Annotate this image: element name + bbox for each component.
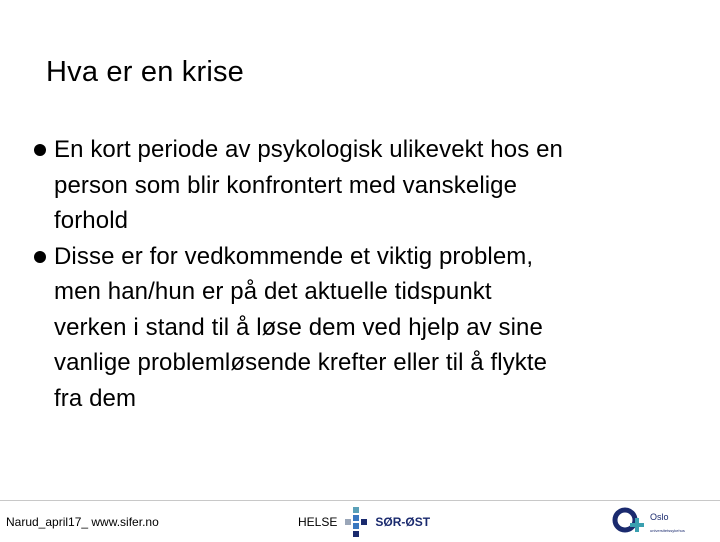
oslo-name: Oslo bbox=[650, 512, 669, 522]
bullet-line: En kort periode av psykologisk ulikevekt hos en bbox=[54, 136, 563, 163]
bullet-list bbox=[34, 132, 714, 416]
bullet-line: vanlige problemløsende krefter eller til å flykte bbox=[54, 349, 548, 376]
helse-sorost-logo bbox=[298, 507, 430, 537]
bullet-line: Disse er for vedkommende et viktig problem, bbox=[54, 242, 534, 270]
logo-word-helse: HELSE bbox=[298, 515, 338, 529]
bullet-line: fra dem bbox=[54, 384, 137, 412]
bullet-line: forhold bbox=[54, 207, 129, 234]
bullet-line: men han/hun er på det aktuelle tidspunkt bbox=[54, 278, 492, 305]
bullet-dot-icon bbox=[34, 144, 46, 156]
cross-dots-icon bbox=[343, 507, 369, 537]
logo-word-sorost: SØR-ØST bbox=[375, 515, 431, 529]
slide-title: Hva er en krise bbox=[46, 56, 245, 88]
oslo-sub: universitetssykehus bbox=[650, 528, 685, 533]
bullet-line: person som blir konfrontert med vanskelige bbox=[54, 171, 518, 199]
oslo-logo bbox=[612, 507, 685, 537]
bullet-line: verken i stand til å løse dem ved hjelp av sine bbox=[54, 313, 543, 341]
bullet-dot-icon bbox=[34, 251, 46, 263]
oslo-q-icon bbox=[612, 507, 646, 537]
bullet-item bbox=[34, 132, 714, 239]
footer-divider bbox=[0, 500, 720, 501]
footer-credit: Narud_april17_ www.sifer.no bbox=[6, 515, 159, 529]
bullet-item bbox=[34, 239, 714, 417]
